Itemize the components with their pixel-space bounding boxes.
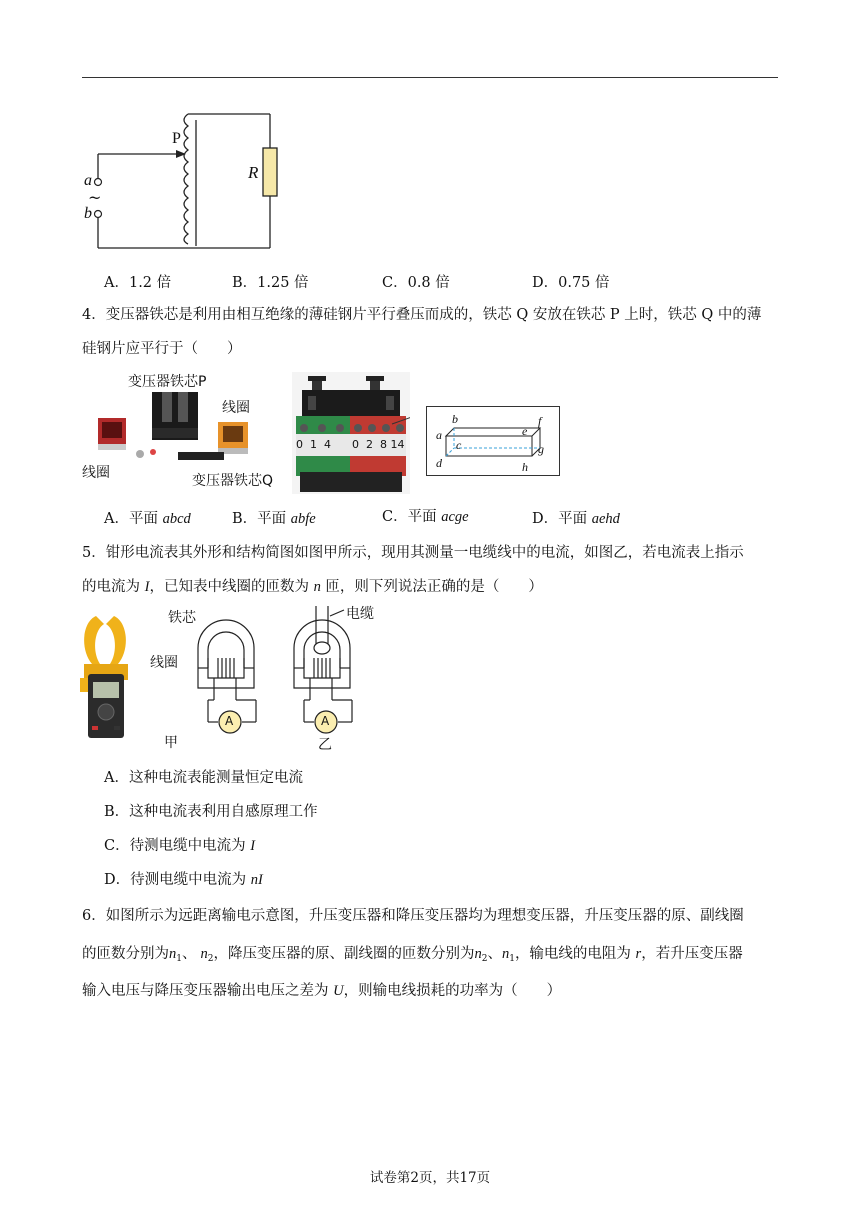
q5-stem-line1: 5．钳形电流表其外形和结构简图如图甲所示，现用其测量一电缆线中的电流，如图乙，若电流表上指示 bbox=[82, 545, 744, 561]
q4-option-c[interactable]: C．平面 acge bbox=[382, 509, 469, 525]
label-coil-left: 线圈 bbox=[82, 465, 110, 481]
label-coil: 线圈 bbox=[150, 655, 178, 671]
q4-stem-line1: 4．变压器铁芯是利用由相互绝缘的薄硅钢片平行叠压而成的，铁芯 Q 安放在铁芯 P 上时，铁芯 Q 中的薄 bbox=[82, 307, 762, 323]
dial-left-numbers: 0 1 4 bbox=[296, 438, 331, 451]
label-iron-core: 铁芯 bbox=[168, 610, 196, 626]
clamp-meter-photo bbox=[78, 612, 134, 740]
label-yi: 乙 bbox=[318, 737, 332, 753]
label-coil-right: 线圈 bbox=[222, 400, 250, 416]
q6-stem-line2: 的匝数分别为$n_1$、 $n_2$，降压变压器的原、副线圈的匝数分别为$n_2$、$n_1$，输电线的电阻为 r，若升压变压器 bbox=[82, 946, 743, 964]
q3-option-b[interactable]: B．1.25 倍 bbox=[232, 275, 309, 291]
ammeter-a-yi: A bbox=[321, 714, 330, 728]
label-jia: 甲 bbox=[164, 735, 178, 751]
q5-stem-line2: 的电流为 I，已知表中线圈的匝数为 n 匝，则下列说法正确的是（ ） bbox=[82, 579, 543, 595]
assembled-transformer-photo bbox=[292, 372, 410, 494]
header-rule bbox=[82, 77, 778, 78]
box-label-d: d bbox=[436, 456, 442, 470]
q5-option-c[interactable]: C．待测电缆中电流为 I bbox=[104, 838, 256, 854]
label-p: P bbox=[172, 130, 181, 147]
q5-option-b[interactable]: B．这种电流表利用自感原理工作 bbox=[104, 804, 318, 820]
box-label-h: h bbox=[522, 460, 528, 474]
label-r: R bbox=[248, 163, 259, 182]
clamp-structure-diagram-yi bbox=[282, 604, 392, 740]
dial-right-numbers: 0 2 8 14 bbox=[352, 438, 405, 451]
label-a: a bbox=[84, 172, 92, 189]
box-label-e: e bbox=[522, 424, 528, 438]
label-cable: 电缆 bbox=[346, 606, 374, 622]
box-label-f: f bbox=[538, 414, 542, 428]
q6-stem-line1: 6．如图所示为远距离输电示意图，升压变压器和降压变压器均为理想变压器，升压变压器的原、副线圈 bbox=[82, 908, 744, 924]
q3-option-d[interactable]: D．0.75 倍 bbox=[532, 275, 610, 291]
box-label-c: c bbox=[456, 438, 462, 452]
label-core-q: 变压器铁芯Q bbox=[192, 473, 274, 489]
q3-option-a[interactable]: A．1.2 倍 bbox=[104, 275, 172, 291]
box-label-g: g bbox=[538, 442, 544, 456]
ammeter-a-jia: A bbox=[225, 714, 234, 728]
label-b: b bbox=[84, 205, 92, 222]
q4-option-b[interactable]: B．平面 abfe bbox=[232, 511, 316, 527]
q5-option-a[interactable]: A．这种电流表能测量恒定电流 bbox=[104, 770, 303, 786]
q4-option-a[interactable]: A．平面 abcd bbox=[104, 511, 191, 527]
q3-option-c[interactable]: C．0.8 倍 bbox=[382, 275, 450, 291]
page-footer: 试卷第2页，共17页 bbox=[369, 1170, 491, 1186]
box-label-b: b bbox=[452, 412, 458, 426]
label-core-p: 变压器铁芯P bbox=[128, 374, 207, 390]
box-label-a: a bbox=[436, 428, 442, 442]
q5-option-d[interactable]: D．待测电缆中电流为 nI bbox=[104, 872, 263, 888]
q4-option-d[interactable]: D．平面 aehd bbox=[532, 511, 620, 527]
label-tilde: ~ bbox=[88, 188, 102, 207]
q4-stem-line2: 硅钢片应平行于（ ） bbox=[82, 341, 242, 357]
transformer-circuit-figure bbox=[80, 100, 290, 260]
q6-stem-line3: 输入电压与降压变压器输出电压之差为 U，则输电线损耗的功率为（ ） bbox=[82, 983, 562, 999]
